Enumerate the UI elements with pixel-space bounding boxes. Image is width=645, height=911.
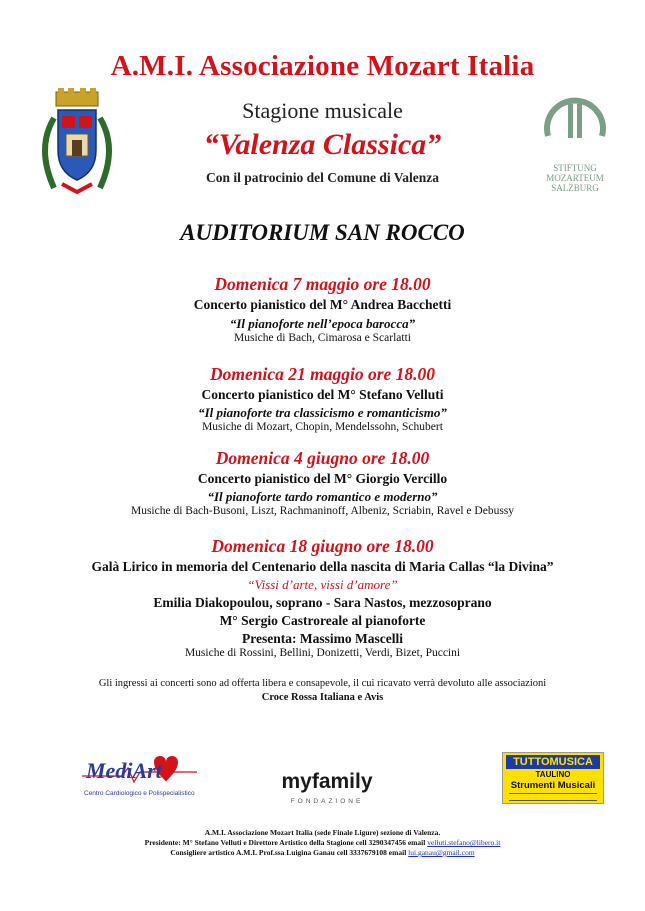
president-email-link[interactable]: velluti.stefano@libero.it xyxy=(427,838,501,847)
tuttomusica-fineprint-icon xyxy=(509,793,597,801)
event-3-subtitle: “Il pianoforte tardo romantico e moderno” xyxy=(207,489,438,504)
event-2-title: Concerto pianistico del M° Stefano Velluti xyxy=(201,387,444,402)
beneficiaries: Croce Rossa Italiana e Avis xyxy=(261,692,384,703)
event-2-date: Domenica 21 maggio ore 18.00 xyxy=(209,364,436,384)
patronage-text: Con il patrocinio del Comune di Valenza xyxy=(205,170,440,185)
event-1-title: Concerto pianistico del M° Andrea Bacchetti xyxy=(193,297,452,312)
series-title: “Valenza Classica” xyxy=(203,128,442,161)
event-3-title: Concerto pianistico del M° Giorgio Vercillo xyxy=(197,471,448,486)
season-label: Stagione musicale xyxy=(242,98,403,123)
tuttomusica-name: TUTTOMUSICA xyxy=(506,755,600,769)
event-4-performers: Emilia Diakopoulou, soprano - Sara Nastos, mezzosoprano xyxy=(153,595,492,610)
footer-line-3 xyxy=(0,848,645,857)
myfamily-name: myfamily xyxy=(281,770,373,793)
page-title: A.M.I. Associazione Mozart Italia xyxy=(110,50,535,82)
mozarteum-line3: SALZBURG xyxy=(551,183,599,193)
event-4-date: Domenica 18 giugno ore 18.00 xyxy=(211,536,434,556)
event-1-music: Musiche di Bach, Cimarosa e Scarlatti xyxy=(234,332,411,344)
mediart-tagline: Centro Cardiologico e Polispecialistico xyxy=(84,790,195,797)
mozarteum-line2: MOZARTEUM xyxy=(546,173,604,183)
mozarteum-line1: STIFTUNG xyxy=(553,163,597,173)
myfamily-logo xyxy=(262,770,392,810)
event-3-date: Domenica 4 giugno ore 18.00 xyxy=(215,448,430,468)
mediart-logo xyxy=(82,752,197,802)
event-2-subtitle: “Il pianoforte tra classicismo e romanticismo” xyxy=(198,405,447,420)
event-2-music: Musiche di Mozart, Chopin, Mendelssohn, Schubert xyxy=(202,421,443,433)
footer-line-1: A.M.I. Associazione Mozart Italia (sede Finale Ligure) sezione di Valenza. xyxy=(204,828,441,837)
event-3-music: Musiche di Bach-Busoni, Liszt, Rachmaninoff, Albeniz, Scriabin, Ravel e Debussy xyxy=(130,505,515,517)
venue-title: AUDITORIUM SAN ROCCO xyxy=(180,220,465,245)
tuttomusica-logo xyxy=(502,752,604,804)
event-4-presenter: Presenta: Massimo Mascelli xyxy=(242,631,403,646)
advisor-email-link[interactable]: lui.ganau@gmail.com xyxy=(408,848,475,857)
footer-advisor-text: Consigliere artistico A.M.I. Prof.ssa Luigina Ganau cell 3337679108 email xyxy=(170,848,407,857)
event-4-pianist: M° Sergio Castroreale al pianoforte xyxy=(219,613,426,628)
event-1-subtitle: “Il pianoforte nell’epoca barocca” xyxy=(229,316,416,331)
tuttomusica-line1: TAULINO xyxy=(535,770,571,779)
event-4-title: Galà Lirico in memoria del Centenario della nascita di Maria Callas “la Divina” xyxy=(91,559,554,574)
tuttomusica-line2: Strumenti Musicali xyxy=(510,780,596,791)
footer-line-2 xyxy=(0,838,645,847)
event-4-music: Musiche di Rossini, Bellini, Donizetti, Verdi, Bizet, Puccini xyxy=(184,647,461,659)
event-1-date: Domenica 7 maggio ore 18.00 xyxy=(214,274,431,294)
admission-note: Gli ingressi ai concerti sono ad offerta libera e consapevole, il cui ricavato verrà devoluto alle associazioni xyxy=(98,678,547,689)
event-4-subtitle: “Vissi d’arte, vissi d’amore” xyxy=(247,577,398,592)
myfamily-tagline: FONDAZIONE xyxy=(290,798,364,805)
footer-president-text: Presidente: M° Stefano Velluti e Direttore Artistico della Stagione cell 3290347456 email xyxy=(144,838,426,847)
mediart-name: MediArt xyxy=(86,758,162,783)
